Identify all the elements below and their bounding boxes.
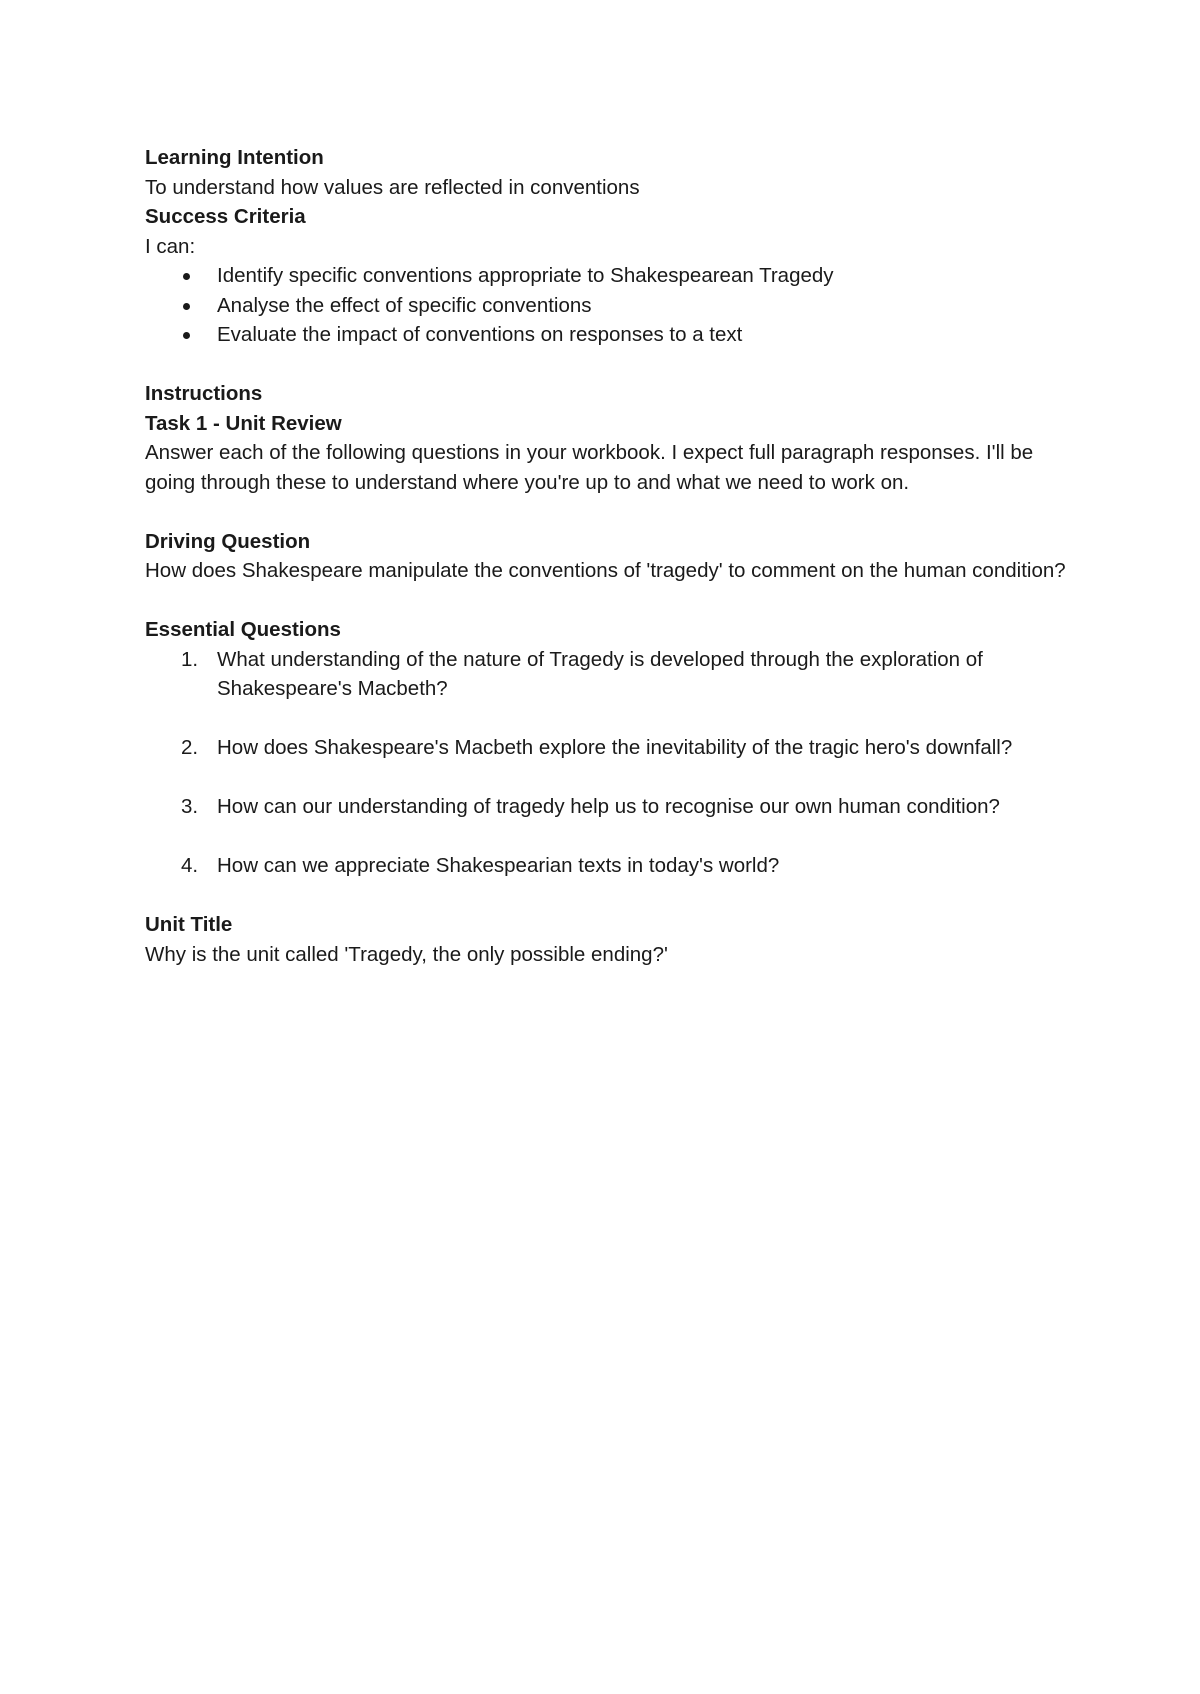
list-item [145,291,1075,321]
list-item [145,792,1075,822]
learning-intention-heading: Learning Intention [145,146,324,169]
list-number: 3. [181,795,199,818]
driving-question-text: How does Shakespeare manipulate the conventions of 'tragedy' to comment on the human condition? [145,559,1066,582]
list-item [145,320,1075,350]
success-criteria-intro: I can: [145,234,196,258]
bullet-icon [183,273,190,280]
document-page [145,143,1075,969]
list-number: 2. [181,736,199,759]
list-number: 1. [181,647,199,671]
spacer [145,497,1075,527]
learning-intention-text: To understand how values are reflected in conventions [145,175,640,199]
list-item-text: Identify specific conventions appropriate to Shakespearean Tragedy [217,264,834,287]
driving-question-heading: Driving Question [145,529,311,553]
spacer [145,586,1075,616]
success-criteria-heading: Success Criteria [145,205,306,228]
list-item-text: What understanding of the nature of Tragedy is developed through the exploration of Shakespeare's Macbeth? [217,647,983,700]
list-item-text: How does Shakespeare's Macbeth explore the inevitability of the tragic hero's downfall? [217,736,1013,759]
essential-questions-list [145,645,1075,881]
spacer [145,350,1075,380]
task-heading: Task 1 - Unit Review [145,411,342,435]
list-item-text: How can our understanding of tragedy help us to recognise our own human condition? [217,795,1000,818]
list-item [145,733,1075,763]
essential-questions-heading: Essential Questions [145,618,341,641]
success-criteria-list [145,261,1075,350]
list-item-text: Evaluate the impact of conventions on responses to a text [217,323,743,346]
bullet-icon [183,332,190,339]
list-item [145,261,1075,291]
list-item [145,645,1075,704]
list-number: 4. [181,854,199,877]
list-item-text: How can we appreciate Shakespearian texts in today's world? [217,854,780,877]
instructions-text: Answer each of the following questions in your workbook. I expect full paragraph responses. I'll be going through these to understand where you're up to and what we need to work on. [145,441,1034,494]
unit-title-heading: Unit Title [145,913,233,936]
bullet-icon [183,303,190,310]
list-item-text: Analyse the effect of specific conventions [217,293,592,317]
instructions-heading: Instructions [145,382,263,405]
list-item [145,851,1075,881]
unit-title-text: Why is the unit called 'Tragedy, the only possible ending?' [145,942,668,966]
